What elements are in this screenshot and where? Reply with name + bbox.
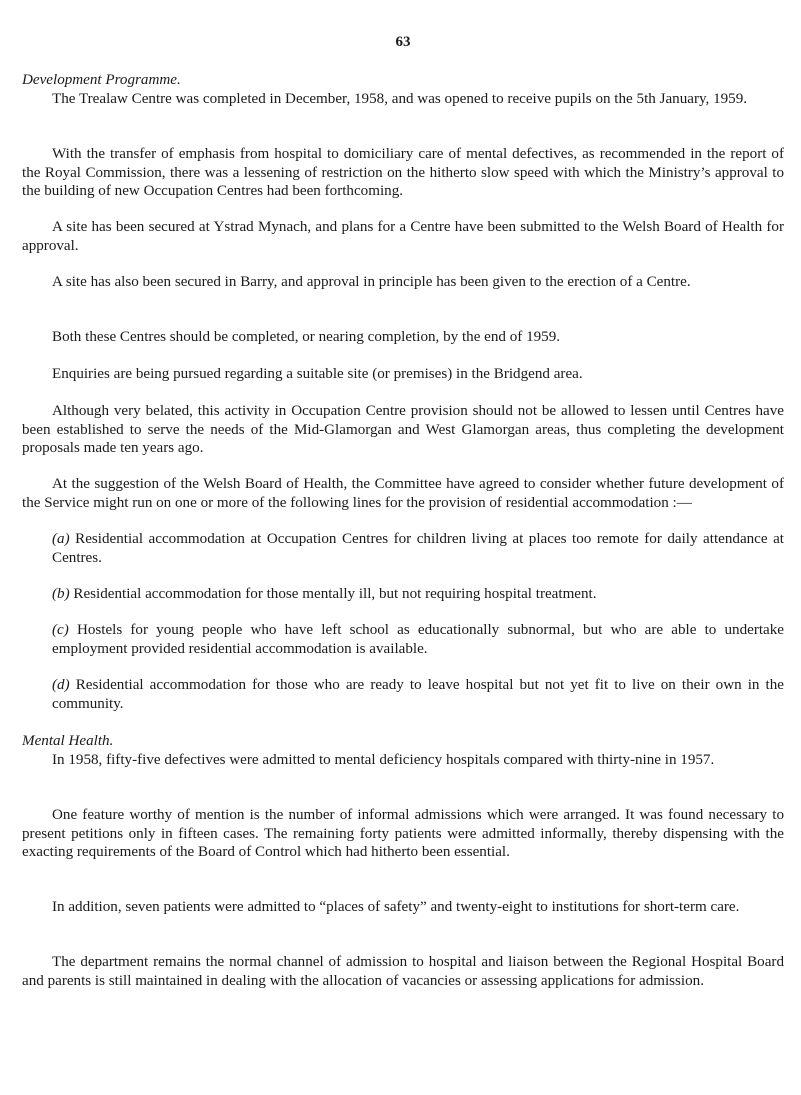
list-item-text: Hostels for young people who have left school as educationally subnormal, but who are able to undertake employment provided residential accommodation is available.	[52, 622, 784, 657]
paragraph: In addition, seven patients were admitted to “places of safety” and twenty-eight to institutions for short-term care.	[52, 899, 740, 915]
list-item-a	[52, 530, 784, 567]
list-item-label: (b)	[52, 586, 70, 602]
paragraph: With the transfer of emphasis from hospital to domiciliary care of mental defectives, as recommended in the report of the Royal Commission, there was a lessening of restriction on the hitherto slow speed with which the Ministry’s approval to the building of new Occupation Centres had been forthcoming.	[22, 146, 784, 199]
paragraph: At the suggestion of the Welsh Board of Health, the Committee have agreed to consider whether future development of the Service might run on one or more of the following lines for the provision of residential accommodation :—	[22, 476, 784, 511]
list-item-d	[52, 676, 784, 713]
paragraph: Both these Centres should be completed, or nearing completion, by the end of 1959.	[52, 329, 561, 345]
list-item-text: Residential accommodation at Occupation Centres for children living at places too remote for daily attendance at Centres.	[52, 531, 784, 566]
paragraph: One feature worthy of mention is the number of informal admissions which were arranged. It was found necessary to present petitions only in fifteen cases. The remaining forty patients were admitted informally, thereby dispensing with the exacting requirements of the Board of Control which had hitherto been essential.	[22, 807, 784, 860]
list-item-text: Residential accommodation for those mentally ill, but not requiring hospital treatment.	[73, 586, 597, 602]
section-heading-mental-health: Mental Health.	[22, 733, 114, 749]
paragraph: Enquiries are being pursued regarding a suitable site (or premises) in the Bridgend area.	[52, 366, 583, 382]
paragraph: Although very belated, this activity in Occupation Centre provision should not be allowed to lessen until Centres have been established to serve the needs of the Mid-Glamorgan and West Glamorgan areas, thus completing the development proposals made ten years ago.	[22, 403, 784, 456]
list-item-label: (a)	[52, 531, 70, 547]
page-number: 63	[395, 34, 411, 50]
paragraph: A site has also been secured in Barry, and approval in principle has been given to the erection of a Centre.	[52, 274, 691, 290]
paragraph: The department remains the normal channel of admission to hospital and liaison between the Regional Hospital Board and parents is still maintained in dealing with the allocation of vacancies or assessing applications for admission.	[22, 954, 784, 989]
list-item-b	[52, 585, 784, 604]
paragraph: A site has been secured at Ystrad Mynach, and plans for a Centre have been submitted to the Welsh Board of Health for approval.	[22, 219, 784, 254]
paragraph: The Trealaw Centre was completed in December, 1958, and was opened to receive pupils on the 5th January, 1959.	[52, 91, 748, 107]
list-item-c	[52, 621, 784, 658]
list-item-label: (c)	[52, 622, 69, 638]
list-item-label: (d)	[52, 677, 70, 693]
section-heading-development-programme: Development Programme.	[22, 72, 181, 88]
paragraph: In 1958, fifty-five defectives were admitted to mental deficiency hospitals compared with thirty-nine in 1957.	[52, 752, 715, 768]
list-item-text: Residential accommodation for those who are ready to leave hospital but not yet fit to live on their own in the community.	[52, 677, 784, 712]
